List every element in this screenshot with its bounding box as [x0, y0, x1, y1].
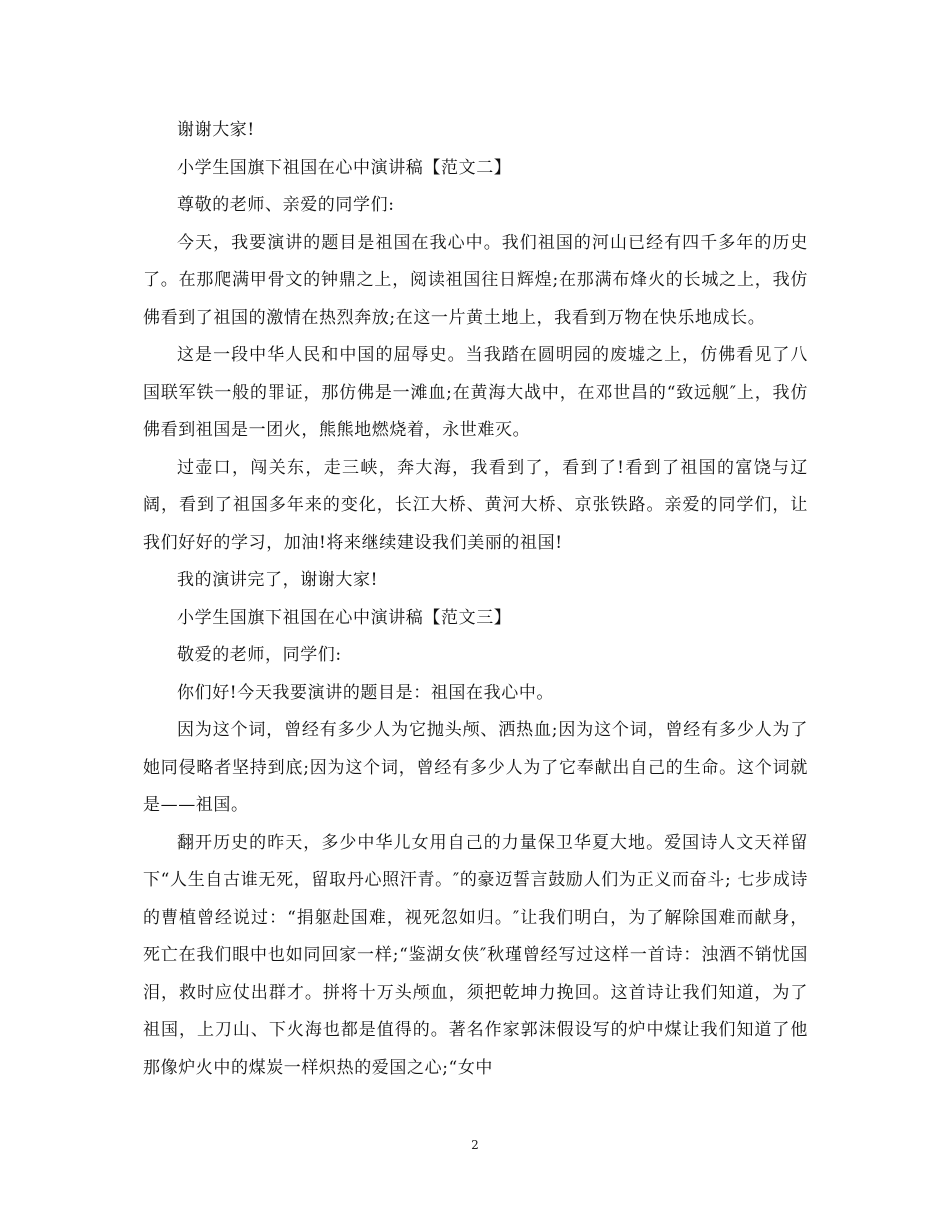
paragraph: 这是一段中华人民和中国的屈辱史。当我踏在圆明园的废墟之上，仿佛看见了八国联军铁一般的罪证，那仿佛是一滩血;在黄海大战中，在邓世昌的“致远舰″上，我仿佛看到祖国是一团火，熊熊地燃烧着，永世难灭。 — [143, 345, 808, 440]
section-title-example-two: 小学生国旗下祖国在心中演讲稿【范文二】 — [177, 157, 512, 178]
closing-thanks: 我的演讲完了，谢谢大家! — [177, 570, 379, 590]
salutation: 敬爱的老师，同学们: — [177, 645, 342, 665]
paragraph: 翻开历史的昨天，多少中华儿女用自己的力量保卫华夏大地。爱国诗人文天祥留下“人生自古谁无死，留取丹心照汗青。″的豪迈誓言鼓励人们为正义而奋斗; 七步成诗的曹植曾经说过：“捐躯赴国难，视死忽如归。″让我们明白，为了解除国难而献身，死亡在我们眼中也如同回家一样;“鉴湖女侠″秋瑾曾经写过这样一首诗：浊酒不销忧国泪，救时应仗出群才。拼将十万头颅血，须把乾坤力挽回。这首诗让我们知道，为了祖国，上刀山、下火海也都是值得的。著名作家郭沫假设写的炉中煤让我们知道了他那像炉火中的煤炭一样炽热的爱国之心;“女中 — [143, 832, 808, 1078]
paragraph: 今天，我要演讲的题目是祖国在我心中。我们祖国的河山已经有四千多年的历史了。在那爬满甲骨文的钟鼎之上，阅读祖国往日辉煌;在那满布烽火的长城之上，我仿佛看到了祖国的激情在热烈奔放;在这一片黄土地上，我看到万物在快乐地成长。 — [143, 232, 808, 328]
page-number: 2 — [471, 1138, 479, 1152]
salutation: 尊敬的老师、亲爱的同学们: — [177, 195, 395, 215]
paragraph: 你们好!今天我要演讲的题目是：祖国在我心中。 — [177, 682, 555, 703]
paragraph: 过壶口，闯关东，走三峡，奔大海，我看到了，看到了!看到了祖国的富饶与辽阔，看到了祖国多年来的变化，长江大桥、黄河大桥、京张铁路。亲爱的同学们，让我们好好的学习，加油!将来继续建设我们美丽的祖国! — [143, 457, 808, 553]
paragraph: 因为这个词，曾经有多少人为它抛头颅、洒热血;因为这个词，曾经有多少人为了她同侵略者坚持到底;因为这个词，曾经有多少人为了它奉献出自己的生命。这个词就是——祖国。 — [143, 720, 808, 815]
document-body — [143, 112, 808, 1087]
closing-thanks: 谢谢大家! — [177, 120, 255, 140]
section-title-example-three: 小学生国旗下祖国在心中演讲稿【范文三】 — [177, 607, 512, 628]
